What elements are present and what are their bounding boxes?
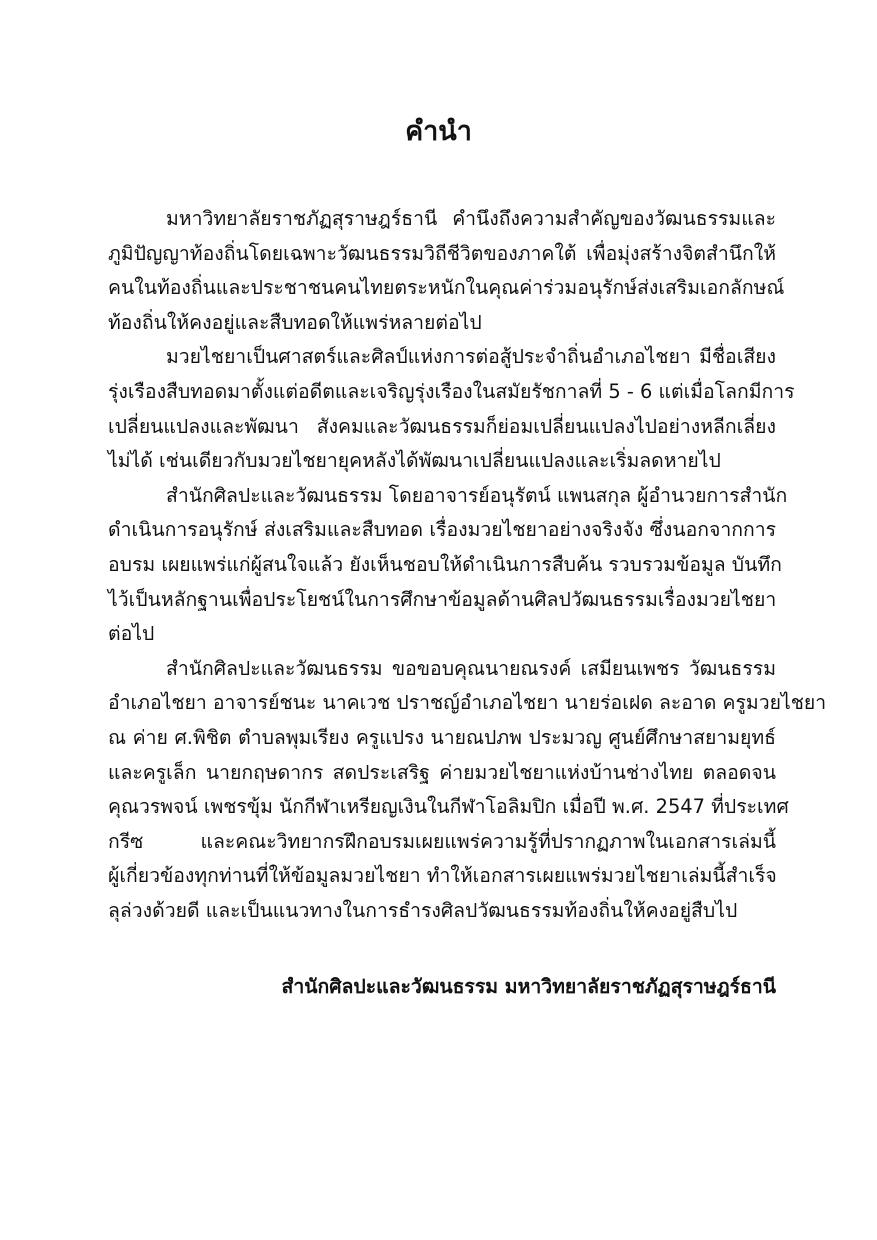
text-line: คนในท้องถิ่นและประชาชนคนไทยตระหนักในคุณค่าร่วมอนุรักษ์ส่งเสริมเอกลักษณ์ — [108, 276, 785, 300]
text-line: ณ ค่าย ศ.พิชิต ตำบลพุมเรียง ครูแปรง นายณปภพ ประมวญ ศูนย์ศึกษาสยามยุทธ์ — [108, 725, 776, 749]
text-line: ผู้เกี่ยวข้องทุกท่านที่ให้ข้อมูลมวยไชยา ทำให้เอกสารเผยแพร่มวยไชยาเล่มนี้สำเร็จ — [108, 864, 777, 888]
text-line: รุ่งเรืองสืบทอดมาตั้งแต่อดีตและเจริญรุ่งเรืองในสมัยรัชกาลที่ 5 - 6 แต่เมื่อโลกมีการ — [108, 379, 795, 403]
text-line: ลุล่วงด้วยดี และเป็นแนวทางในการธำรงศิลปวัฒนธรรมท้องถิ่นให้คงอยู่สืบไป — [108, 898, 738, 922]
text-line: ดำเนินการอนุรักษ์ ส่งเสริมและสืบทอด เรื่องมวยไชยาอย่างจริงจัง ซึ่งนอกจากการ — [108, 518, 776, 542]
paragraph — [108, 652, 827, 929]
page-title: คำนำ — [405, 116, 472, 147]
text-line: คุณวรพจน์ เพชรขุ้ม นักกีฬาเหรียญเงินในกีฬาโอลิมปิก เมื่อปี พ.ศ. 2547 ที่ประเทศ — [108, 795, 789, 819]
text-line: ต่อไป — [108, 622, 155, 646]
text-line: มวยไชยาเป็นศาสตร์และศิลป์แห่งการต่อสู้ประจำถิ่นอำเภอไชยา มีชื่อเสียง — [166, 345, 776, 369]
text-line: มหาวิทยาลัยราชภัฏสุราษฎร์ธานี คำนึงถึงความสำคัญของวัฒนธรรมและ — [166, 207, 776, 230]
text-line: อำเภอไชยา อาจารย์ชนะ นาคเวช ปราชญ์อำเภอไชยา นายร่อเฝด ละอาด ครูมวยไชยา — [108, 691, 827, 715]
body-text — [108, 202, 827, 928]
text-line: และครูเล็ก นายกฤษดากร สดประเสริฐ ค่ายมวยไชยาแห่งบ้านช่างไทย ตลอดจน — [108, 760, 776, 784]
paragraph — [108, 202, 785, 340]
paragraph — [108, 479, 788, 652]
text-line: ไม่ได้ เช่นเดียวกับมวยไชยายุคหลังได้พัฒนาเปลี่ยนแปลงและเริ่มลดหายไป — [108, 449, 721, 473]
text-line: ท้องถิ่นให้คงอยู่และสืบทอดให้แพร่หลายต่อไป — [108, 310, 482, 334]
signature: สำนักศิลปะและวัฒนธรรม มหาวิทยาลัยราชภัฏสุราษฎร์ธานี — [281, 975, 776, 998]
text-line: อบรม เผยแพร่แก่ผู้สนใจแล้ว ยังเห็นชอบให้ดำเนินการสืบค้น รวบรวมข้อมูล บันทึก — [108, 552, 782, 576]
text-line: ไว้เป็นหลักฐานเพื่อประโยชน์ในการศึกษาข้อมูลด้านศิลปวัฒนธรรมเรื่องมวยไชยา — [108, 587, 777, 611]
text-line: สำนักศิลปะและวัฒนธรรม โดยอาจารย์อนุรัตน์ แพนสกุล ผู้อำนวยการสำนัก — [166, 483, 788, 507]
text-line: กรีซ และคณะวิทยากรฝึกอบรมเผยแพร่ความรู้ที่ปรากฏภาพในเอกสารเล่มนี้ — [108, 829, 776, 853]
paragraph — [108, 340, 795, 478]
text-line: เปลี่ยนแปลงและพัฒนา สังคมและวัฒนธรรมก็ย่อมเปลี่ยนแปลงไปอย่างหลีกเลี่ยง — [108, 414, 776, 438]
text-line: ภูมิปัญญาท้องถิ่นโดยเฉพาะวัฒนธรรมวิถีชีวิตของภาคใต้ เพื่อมุ่งสร้างจิตสำนึกให้ — [108, 241, 776, 265]
text-line: สำนักศิลปะและวัฒนธรรม ขอขอบคุณนายณรงค์ เสมียนเพชร วัฒนธรรม — [166, 656, 776, 680]
